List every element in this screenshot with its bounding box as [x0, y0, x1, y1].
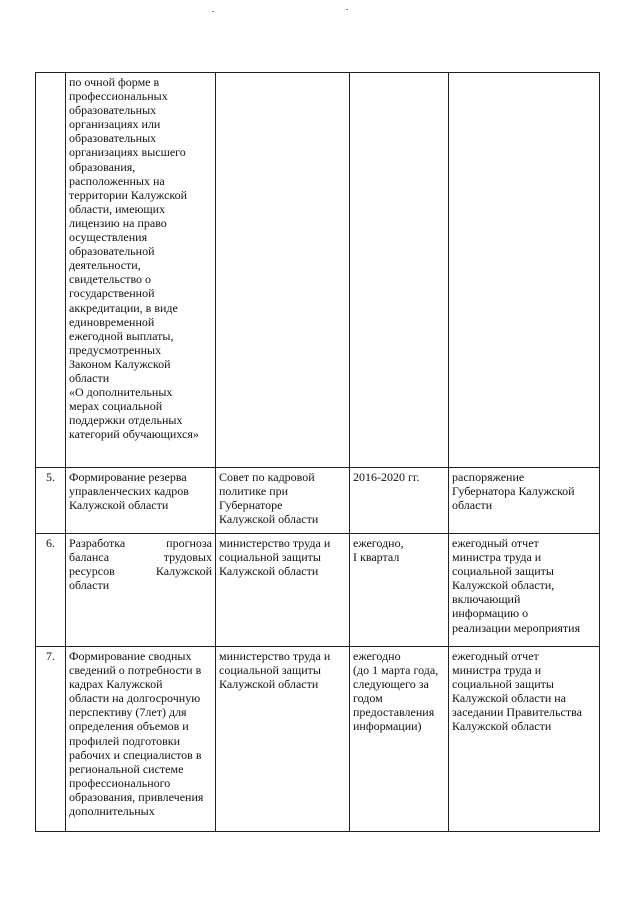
text-line: организациях высшего: [69, 145, 186, 160]
text-line: Формирование сводных: [69, 649, 192, 663]
text-line: ежегодный отчет: [452, 536, 539, 550]
text-line: «О дополнительных: [69, 385, 173, 400]
measure-cell: [66, 73, 216, 468]
result-cell: [449, 534, 600, 647]
row-number-cell: [36, 73, 66, 468]
text-line: категорий обучающихся»: [69, 427, 199, 442]
row-number-cell: 7.: [36, 647, 66, 832]
term-cell: [350, 534, 449, 647]
text-line: образовательных: [69, 131, 157, 146]
text-line: министерство труда и: [219, 649, 331, 663]
text-line: Калужской области: [219, 512, 319, 527]
result-cell: [449, 73, 600, 468]
text-line: профилей подготовки: [69, 733, 181, 748]
text-line: определения объемов и: [69, 719, 189, 734]
text-line: включающий: [452, 592, 521, 607]
text-line: дополнительных: [69, 804, 155, 819]
text-line: расположенных на: [69, 173, 165, 188]
row-number-cell: 5.: [36, 468, 66, 534]
text-line: Разработка прогноза: [69, 536, 212, 550]
text-line: области, имеющих: [69, 201, 166, 216]
text-line: ежегодный отчет: [452, 649, 539, 663]
text-line: министра труда и: [452, 550, 542, 565]
text-line: региональной системе: [69, 761, 184, 776]
executor-cell: [216, 647, 350, 832]
text-line: поддержки отдельных: [69, 413, 183, 428]
measure-cell: [66, 468, 216, 534]
text-line: ресурсов Калужской: [69, 564, 212, 579]
row-number-cell: 6.: [36, 534, 66, 647]
term-cell: [350, 73, 449, 468]
text-line: социальной защиты: [452, 677, 554, 692]
text-line: территории Калужской: [69, 187, 188, 202]
text-line: социальной защиты: [452, 564, 554, 579]
text-line: перспективу (7лет) для: [69, 705, 187, 720]
scan-speck: [212, 11, 214, 12]
text-line: министерство труда и: [219, 536, 331, 550]
text-line: области: [452, 498, 493, 513]
table-row: [36, 73, 600, 468]
text-line: аккредитации, в виде: [69, 300, 178, 315]
text-line: Калужской области на: [452, 691, 567, 706]
result-cell: [449, 468, 600, 534]
text-line: социальной защиты: [219, 663, 321, 678]
table-row: [36, 468, 600, 534]
result-cell: [449, 647, 600, 832]
text-line: Губернатора Калужской: [452, 484, 575, 499]
text-line: социальной защиты: [219, 550, 321, 565]
text-line: информацию о: [452, 606, 529, 621]
text-line: ежегодно: [353, 649, 401, 663]
text-line: образования, привлечения: [69, 789, 204, 804]
text-line: организациях или: [69, 117, 161, 132]
term-cell: [350, 468, 449, 534]
text-line: по очной форме в: [69, 75, 160, 89]
text-line: осуществления: [69, 230, 148, 245]
text-line: профессионального: [69, 775, 171, 790]
text-line: министра труда и: [452, 663, 542, 678]
text-line: годом: [353, 691, 383, 706]
measure-cell: [66, 647, 216, 832]
text-line: 2016-2020 гг.: [353, 470, 420, 484]
text-line: свидетельство о: [69, 272, 152, 287]
text-line: следующего за: [353, 677, 429, 692]
text-line: области: [69, 578, 110, 593]
text-line: Формирование резерва: [69, 470, 187, 484]
text-line: кадрах Калужской: [69, 677, 163, 692]
text-line: рабочих и специалистов в: [69, 747, 202, 762]
text-line: реализации мероприятия: [452, 620, 581, 635]
text-line: деятельности,: [69, 258, 141, 273]
text-line: Калужской области,: [452, 578, 555, 593]
executor-cell: [216, 468, 350, 534]
text-line: области на долгосрочную: [69, 691, 201, 706]
text-line: баланса трудовых: [69, 550, 212, 565]
text-line: заседании Правительства: [452, 705, 582, 720]
executor-cell: [216, 73, 350, 468]
text-line: сведений о потребности в: [69, 663, 202, 678]
text-line: Калужской области: [69, 498, 169, 513]
term-cell: [350, 647, 449, 832]
text-line: I квартал: [353, 550, 400, 565]
text-line: образования,: [69, 159, 136, 174]
text-line: информации): [353, 719, 422, 734]
text-line: мерах социальной: [69, 399, 163, 414]
text-line: (до 1 марта года,: [353, 663, 439, 678]
scan-speck: [346, 9, 348, 10]
text-line: управленческих кадров: [69, 484, 189, 499]
text-line: Калужской области: [219, 564, 319, 579]
executor-cell: [216, 534, 350, 647]
text-line: образовательных: [69, 103, 157, 118]
table-row: [36, 534, 600, 647]
text-line: области: [69, 370, 110, 385]
text-line: ежегодной выплаты,: [69, 328, 174, 343]
text-line: лицензию на право: [69, 215, 167, 230]
text-line: распоряжение: [452, 470, 525, 484]
table-row: [36, 647, 600, 832]
text-line: ежегодно,: [353, 536, 404, 550]
text-line: профессиональных: [69, 89, 168, 104]
text-line: предоставления: [353, 705, 435, 720]
measures-table: [35, 72, 600, 832]
text-line: образовательной: [69, 244, 155, 259]
text-line: государственной: [69, 286, 155, 301]
text-line: единовременной: [69, 314, 155, 329]
measure-cell: [66, 534, 216, 647]
text-line: предусмотренных: [69, 342, 162, 357]
text-line: Калужской области: [452, 719, 552, 734]
text-line: Законом Калужской: [69, 356, 171, 371]
text-line: политике при: [219, 484, 289, 499]
text-line: Калужской области: [219, 677, 319, 692]
text-line: Совет по кадровой: [219, 470, 315, 484]
text-line: Губернаторе: [219, 498, 283, 513]
